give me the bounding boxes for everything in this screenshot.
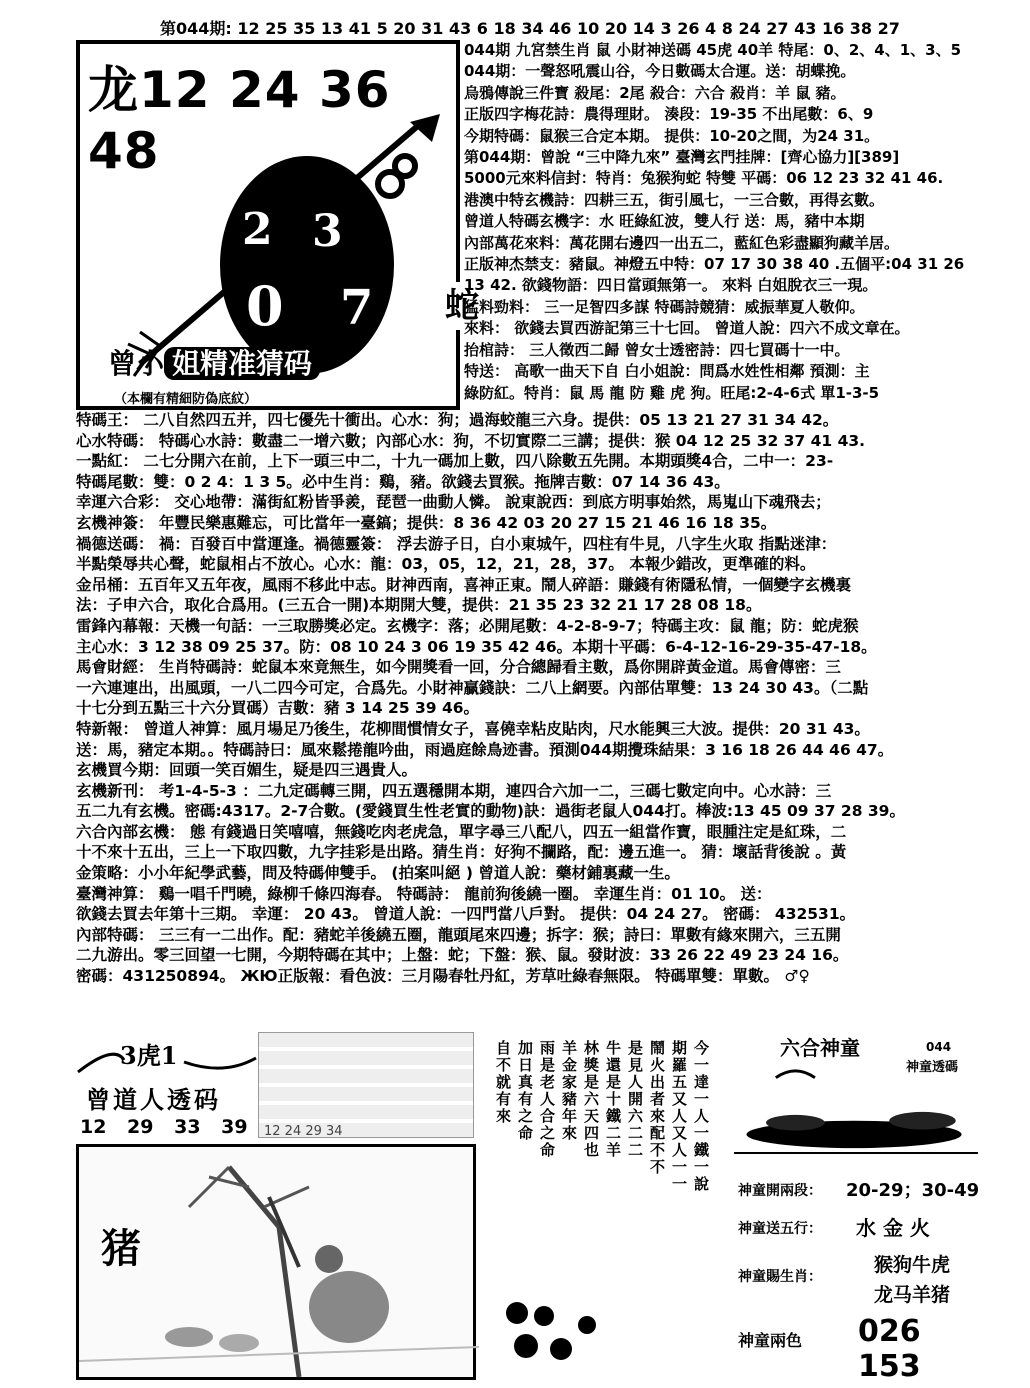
anti-fake-note: （本欄有精細防偽底紋） [114, 392, 258, 407]
right-line: 綠防紅。特肖：鼠 馬 龍 防 雞 虎 狗。旺尾:2-4-6式 單1-3-5 [464, 383, 880, 402]
right-line: 猛料勁料： 三一足智四多謀 特碼詩競猜：威振華夏人敬仰。 [464, 297, 865, 316]
main-line: 特碼尾數：雙：0 2 4：1 3 5。必中生肖：鷄，豬。欲錢去買猴。拖牌吉數：07 14 36 43。 [76, 472, 730, 491]
main-line: 一點紅： 二七分開六在前，上下一頭三中二，十九一碼加上數，四八除數五先開。本期頭獎4合，二中一：23- [76, 452, 834, 471]
god-row-value-2: 水 金 火 [856, 1216, 930, 1240]
farmer-scene-icon [79, 1147, 479, 1383]
main-line: 十七分到五點三十六分買碼）吉數：豬 3 14 25 39 46。 [76, 699, 480, 718]
right-column-text [464, 40, 984, 404]
main-line: 金吊桶：五百年又五年夜，風雨不移此中志。財神西南，喜神正東。鬧人碎語：賺錢有術隱私情，一個變字玄機裏 [76, 575, 852, 594]
emblem-slogan [108, 344, 434, 384]
poem-column: 期羅五又人又人一一 [670, 1040, 688, 1193]
god-row-value-5: 026 153 [858, 1314, 921, 1384]
tiger-numbers: 12 29 33 39 [80, 1116, 248, 1138]
snake-label: 蛇 [442, 282, 482, 330]
black-ball [220, 156, 479, 374]
poem-column: 自不就有來 [494, 1040, 512, 1125]
right-line: 特送： 高歌一曲天下自 白小姐說：問爲水姓性相鄰 預測：主 [464, 362, 870, 381]
pig-illustration [76, 1144, 476, 1380]
swoosh-icon [74, 1040, 260, 1080]
god-row-value-4: 龙马羊猪 [874, 1284, 951, 1306]
ball-label-1: 2 [242, 204, 273, 255]
main-line: 玄機新刊： 考1-4-5-3 ：二九定碼轉三開，四五選穩開本期，連四合六加一二，三碼七數定向中。心水詩：三 [76, 781, 832, 800]
tiger-label: 3虎1 [120, 1041, 178, 1070]
ball-label-3: 0 [246, 274, 284, 338]
main-text-body [76, 410, 976, 987]
pig-label: 猪 [101, 1225, 141, 1272]
vertical-poem-columns [488, 1040, 724, 1340]
right-line: 5000元來料信封：特肖：兔猴狗蛇 特雙 平碼：06 12 23 32 41 46. [464, 169, 944, 188]
issue-period: 第044期: [160, 19, 232, 38]
dragon-emblem [76, 40, 479, 410]
main-line: 馬會財經： 生肖特碼詩：蛇鼠本來竟無生，如今開獎看一回，分合總歸看主數，爲你開辟黃金道。馬會傳密：三 [76, 658, 841, 677]
god-row-label-5: 神童兩色 [738, 1331, 803, 1350]
main-line: 金策略：小小年紀學武藝，問及特碼伸雙手。 (拍案叫絕 ) 曾道人說：藥材鋪裏藏一生。 [76, 864, 680, 883]
god-row-value-3: 猴狗牛虎 [874, 1254, 951, 1276]
main-line: 特碼王： 二八自然四五并，四七優先十衝出。心水：狗；過海蛟龍三六身。提供：05 13 21 27 31 34 42。 [76, 411, 839, 429]
main-line: 內部特碼： 三三有一二出作。配：豬蛇羊後繞五圈，龍頭尾來四邊；拆字：猴；詩曰：單數有緣來開六，三五開 [76, 925, 841, 944]
god-row-value-1: 20-29；30-49 [846, 1180, 980, 1201]
poem-column: 鬧火出者來配不不 [648, 1040, 666, 1176]
ball-label-4: 7 [340, 280, 374, 336]
poem-column: 林獎是六天四也 [582, 1040, 600, 1159]
main-line: 玄機神簽： 年豐民樂惠難忘，可比當年一臺鎬；提供：8 36 42 03 20 27 15 21 46 16 18 35。 [76, 513, 777, 532]
main-line: 六合內部玄機： 態 有錢過日笑嘻嘻，無錢吃肉老虎急，單字尋三八配八，四五一組當作寶，眼腫注定是紅珠，二 [76, 822, 847, 841]
god-row-label-1: 神童開兩段： [738, 1183, 822, 1199]
coins-icon [500, 1296, 610, 1376]
main-line: 心水特碼： 特碼心水詩：數盡二一增六數；內部心水：狗，不切實際二三講；提供：猴 04 12 25 32 37 41 43. [76, 431, 866, 450]
dragon-numbers: 龙12 24 36 48 [88, 61, 391, 180]
god-issue: 044 [926, 1040, 952, 1054]
main-line: 二九游出。零三回望一七開，今期特碼在其中；上盤：蛇；下盤：猴、鼠。發財波：33 26 22 49 23 24 16。 [76, 946, 849, 965]
poem-column: 牛還是十鐵二羊 [604, 1040, 622, 1159]
slogan-prefix: 曾小 [108, 347, 165, 380]
right-line: 044期 九宮禁生肖 鼠 小財神送碼 45虎 40羊 特尾：0、2、4、1、3、5 [464, 41, 962, 59]
main-line: 一六連連出，出風頭，一八二四今可定，合爲先。小財神贏錢訣：二八上網要。內部估單雙：13 24 30 43。（二點 [76, 678, 869, 697]
right-line: 044期：一聲怒吼震山谷，今日數碼太合運。送：胡蝶挽。 [464, 62, 856, 81]
lotus-scene-icon [734, 1064, 978, 1154]
right-line: 13 42. 欲錢物語：四日當頭無第一。 來料 白姐脫衣三一現。 [464, 276, 878, 295]
poem-column: 羊金家豬年來 [560, 1040, 578, 1142]
main-line: 欲錢去買去年第十三期。 幸運： 20 43。 曾道人說：一四門當八戶對。 提供：04 24 27。 密碼： 432531。 [76, 905, 856, 924]
main-line: 雷鋒內幕報：天機一句話：一三取勝獎必定。玄機字：落；必開尾數：4-2-8-9-7；特碼主攻：鼠 龍；防：蛇虎猴 [76, 616, 859, 635]
tiger-panel [70, 1030, 260, 1140]
tiger-caption: 曾道人透码 [86, 1085, 221, 1114]
main-line: 送：馬，豬定本期。。特碼詩曰：風來鬆捲龍吟曲，雨過庭餘鳥迹書。預測044期攪珠結果：3 16 18 26 44 46 47。 [76, 740, 894, 759]
poem-column: 加日真有之命 [516, 1040, 534, 1142]
right-line: 抬棺詩： 三人徵西二歸 曾女士透密詩：四七買碼十一中。 [464, 340, 850, 359]
right-line: 正版神杰禁支：豬鼠。神燈五中特：07 17 30 38 40 .五個平:04 31 26 [464, 255, 965, 274]
right-line: 今期特碼：鼠猴三合定本期。 提供：10-20之間，为24 31。 [464, 126, 880, 145]
ball-label-2: 3 [312, 206, 343, 257]
issue-numbers: 12 25 35 13 41 5 20 31 43 6 18 34 46 10 20 14 3 26 4 8 24 27 43 16 38 27 [237, 19, 900, 38]
main-line: 臺灣神算： 鷄一唱千門曉，綠柳千條四海春。 特碼詩： 龍前狗後繞一圈。 幸運生肖：01 10。 送： [76, 884, 772, 903]
god-title: 六合神童 [780, 1036, 860, 1060]
main-line: 半點榮辱共心聲，蛇鼠相占不放心。心水：龍：03，05，12，21，28，37。 本報少錯改，更準確的料。 [76, 555, 816, 574]
god-row-label-2: 神童送五行： [738, 1221, 822, 1237]
right-line: 正版四字梅花詩：農得理財。 湊段：19-35 不出尾數：6、9 [464, 105, 874, 124]
poem-column: 今一達一人一鐵一說 [692, 1040, 710, 1193]
right-line: 港澳中特玄機詩：四耕三五，街引風七，一三合數，再得玄數。 [464, 190, 885, 209]
main-line: 五二九有玄機。密碼:4317。2-7合數。(愛錢買生性老實的動物)訣：過街老鼠人044打。棒波:13 45 09 37 28 39。 [76, 802, 905, 821]
faded-grid-panel [258, 1032, 474, 1138]
slogan-main: 姐精准猜码 [164, 347, 320, 380]
main-line: 主心水：3 12 38 09 25 37。防：08 10 24 3 06 19 35 42 46。本期十平碼：6-4-12-16-29-35-47-18。 [76, 637, 877, 656]
main-line: 十不來十五出，三上一下取四數，九字挂彩是出路。猜生肖：好狗不攔路，配：邊五進一。 猜：壞話背後說 。黃 [76, 843, 847, 862]
right-line: 內部萬花來料：萬花開右邊四一出五二，藍紅色彩盡顯狗藏羊居。 [464, 233, 900, 252]
god-row-label-3: 神童賜生肖： [738, 1269, 822, 1285]
main-line: 特新報： 曾道人神算：風月場足乃後生，花柳間慣情女子，喜僥幸粘皮貼肉，尺水能興三大波。提供：20 31 43。 [76, 719, 870, 738]
main-line: 密碼：431250894。 ЖЮ正版報：看色波：三月陽春牡丹紅，芳草吐綠春無限。 特碼單雙：單數。 ♂♀ [76, 967, 810, 986]
divine-child-panel [730, 1028, 980, 1388]
right-line: 烏鴉傳說三件寶 殺尾：2尾 殺合：六合 殺肖：羊 鼠 豬。 [464, 83, 846, 102]
main-line: 法：子申六合，取化合爲用。(三五合一開)本期開大雙，提供：21 35 23 32 21 17 28 08 18。 [76, 596, 762, 615]
main-line: 幸運六合彩： 交心地帶：滿街紅粉皆爭羨，琵琶一曲動人憐。 說東說西：到底方明事始然，馬嵬山下魂飛去； [76, 493, 831, 512]
poem-column: 是見人開六二二 [626, 1040, 644, 1159]
issue-header [160, 16, 920, 39]
right-line: 曾道人特碼玄機字：水 旺綠紅波，雙人行 送：馬，豬中本期 [464, 212, 865, 231]
main-line: 玄機買今期：回頭一笑百媚生，疑是四三遇貴人。 [76, 761, 418, 780]
god-subtitle: 神童透碼 [906, 1060, 959, 1075]
right-line: 第044期：曾說 “三中降九來” 臺灣玄門挂牌：[齊心協力][389] [464, 148, 900, 167]
right-line: 來料： 欲錢去買西游記第三十七回。 曾道人說：四六不成文章在。 [464, 319, 910, 338]
poem-column: 雨是老人合之命 [538, 1040, 556, 1159]
main-line: 禍德送碼： 禍：百發百中當運逢。禍德靈簽： 浮去游子日，白小東城午，四柱有牛見，八字生火取 指點迷津： [76, 534, 837, 553]
grid-footer: 12 24 29 34 [264, 1124, 343, 1139]
